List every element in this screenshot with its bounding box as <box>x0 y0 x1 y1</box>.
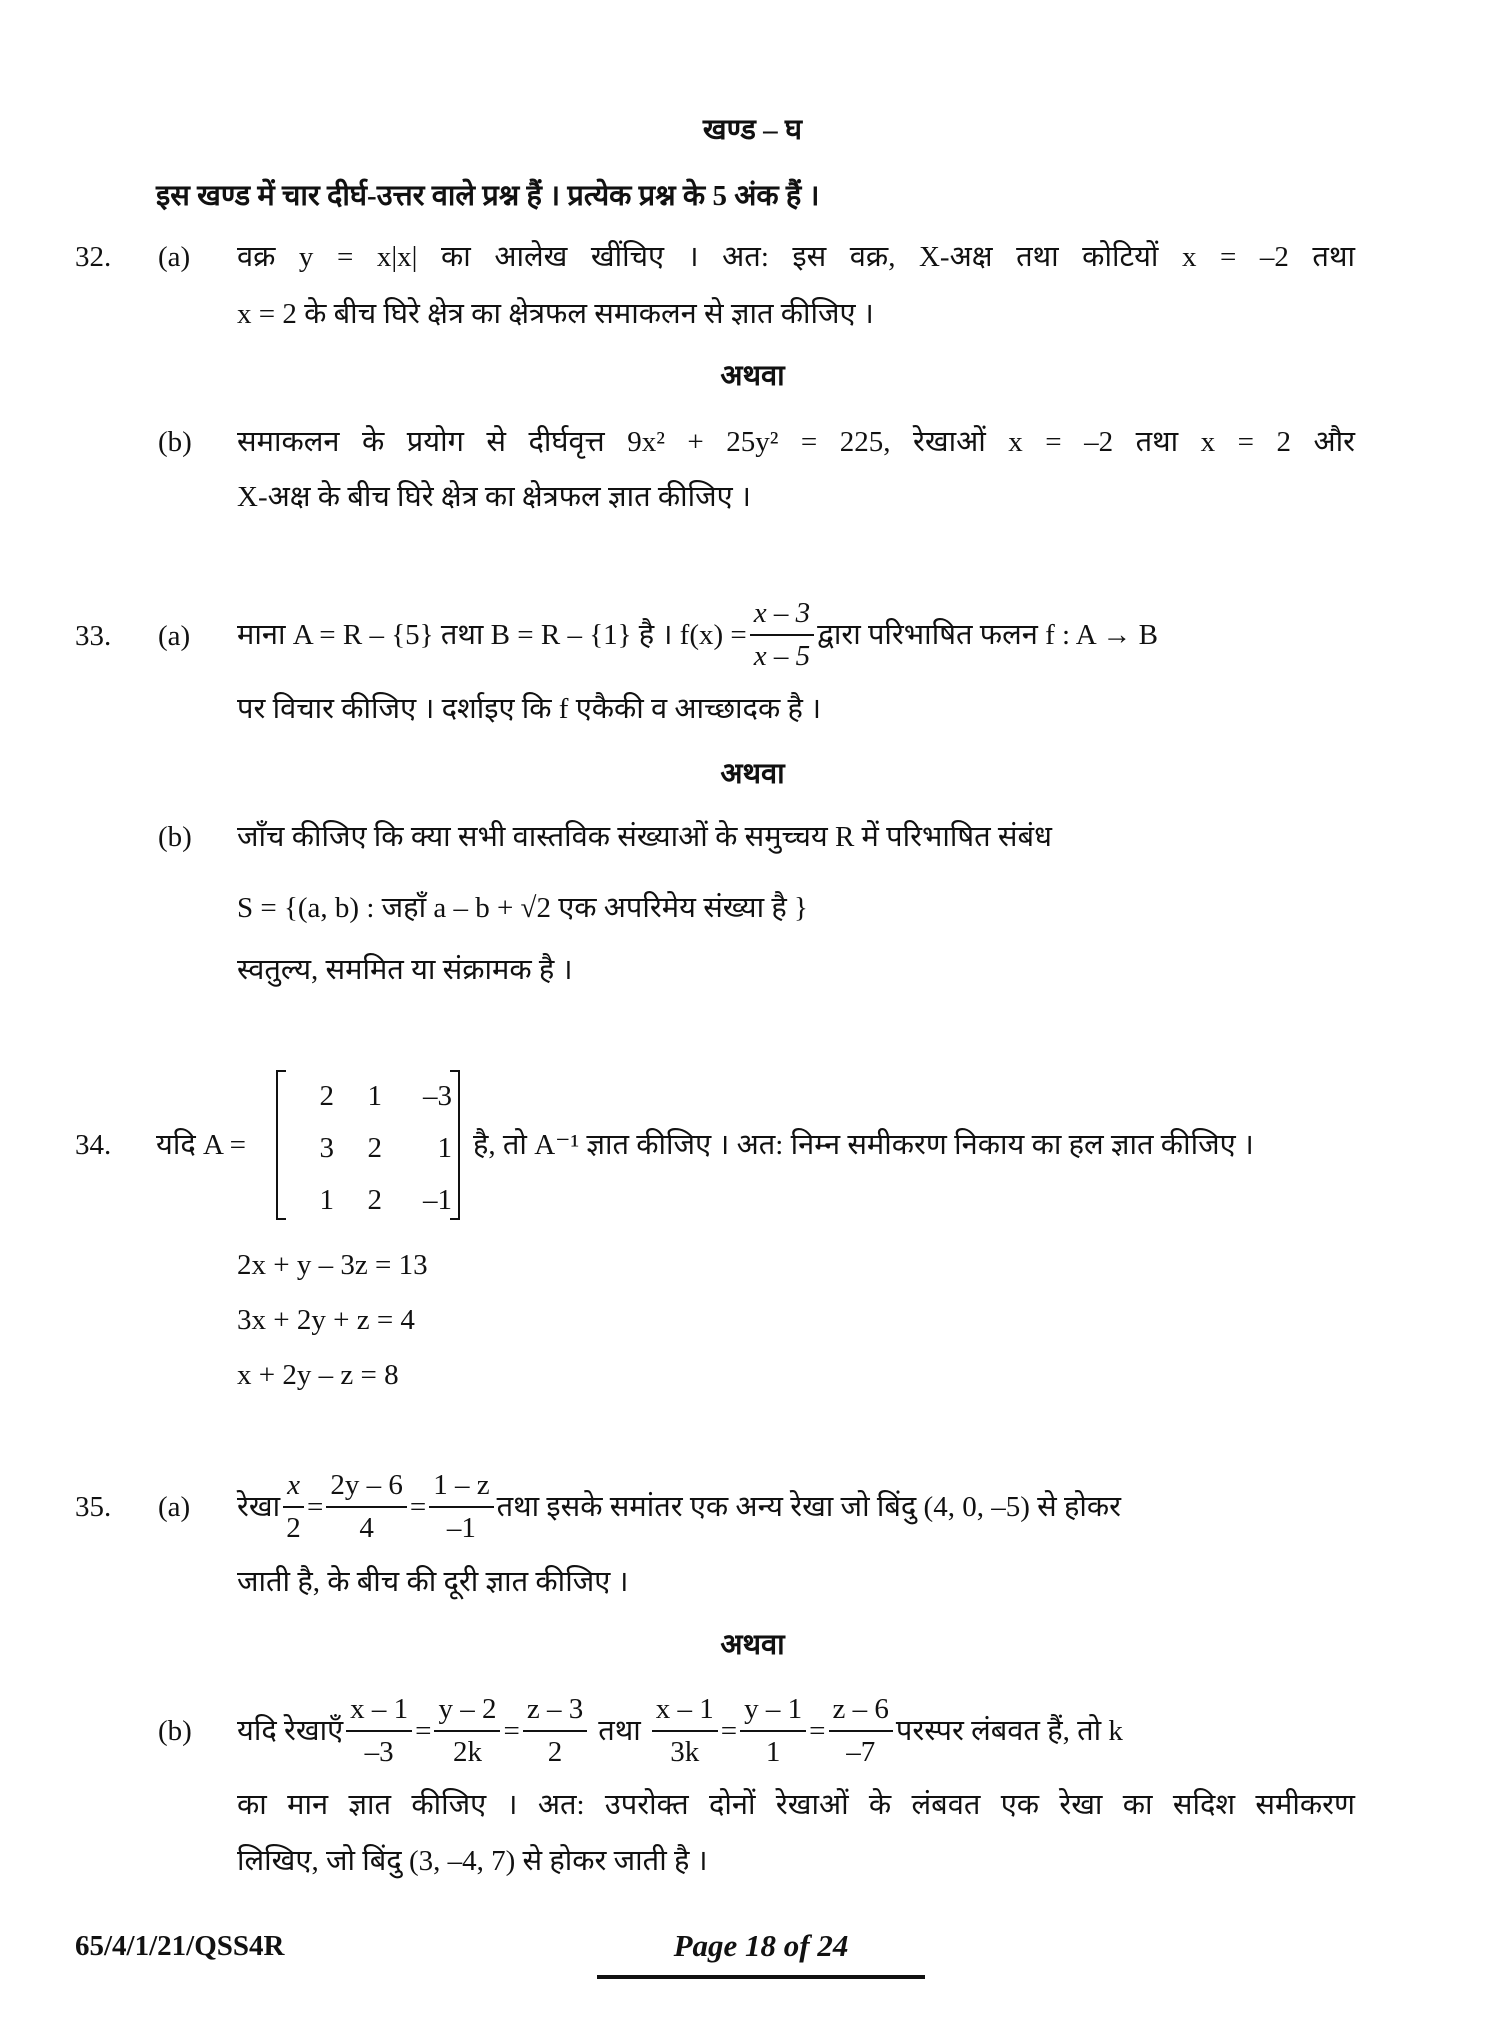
fraction <box>429 1471 493 1543</box>
q33-b-label: (b) <box>158 821 192 853</box>
fraction-denominator: –3 <box>364 1736 394 1768</box>
q33-fraction <box>750 599 814 671</box>
q34-equation: 3x + 2y + z = 4 <box>237 1304 415 1336</box>
q35-b-label: (b) <box>158 1715 192 1747</box>
fraction-denominator: –7 <box>846 1736 876 1768</box>
page-number: Page 18 of 24 <box>673 1928 849 1963</box>
q32-b-line1: समाकलन के प्रयोग से दीर्घवृत्त 9x² + 25y² = 225, रेखाओं x = –2 तथा x = 2 और <box>237 426 1355 458</box>
q35-a-line2: जाती है, के बीच की दूरी ज्ञात कीजिए । <box>237 1566 629 1598</box>
matrix-cell: 2 <box>319 1080 334 1112</box>
matrix-cell: 3 <box>319 1132 334 1164</box>
section-title: खण्ड – घ <box>702 114 803 146</box>
q34-pre: यदि A = <box>156 1129 246 1161</box>
fraction <box>283 1471 304 1543</box>
q35-b-pre: यदि रेखाएँ <box>237 1714 344 1747</box>
q33-a-pre: माना A = R – {5} तथा B = R – {1} है । f(x) = <box>237 618 747 651</box>
or-label: अथवा <box>720 360 785 392</box>
q33-b-line1: जाँच कीजिए कि क्या सभी वास्तविक संख्याओं के समुच्चय R में परिभाषित संबंध <box>237 821 1052 853</box>
matrix-cell: 2 <box>367 1132 382 1164</box>
q35-a-post: तथा इसके समांतर एक अन्य रेखा जो बिंदु (4, 0, –5) से होकर <box>496 1490 1122 1523</box>
fraction-numerator: 2y – 6 <box>326 1471 407 1508</box>
fraction-denominator: 2 <box>286 1512 301 1544</box>
q33-number: 33. <box>75 620 112 652</box>
fraction-numerator: z – 6 <box>829 1695 893 1732</box>
matrix-cell: –3 <box>423 1080 452 1112</box>
fraction <box>652 1695 718 1767</box>
q32-b-label: (b) <box>158 426 192 458</box>
fraction <box>829 1695 893 1767</box>
or-label: अथवा <box>720 758 785 790</box>
fraction-numerator: z – 3 <box>523 1695 587 1732</box>
matrix-cell: 1 <box>367 1080 382 1112</box>
matrix-cell: 2 <box>367 1184 382 1216</box>
matrix-a <box>276 1070 460 1220</box>
fraction <box>434 1695 500 1767</box>
fraction-numerator: x – 3 <box>750 599 814 636</box>
q33-b-line3: स्वतुल्य, सममित या संक्रामक है । <box>237 954 573 986</box>
page-number-underline <box>597 1975 925 1979</box>
fraction-denominator: 1 <box>765 1736 781 1768</box>
q33-a-label: (a) <box>158 620 191 652</box>
or-label: अथवा <box>720 1629 785 1661</box>
q35-b-line1: यदि रेखाएँ $\frac{x - 1}{-3}$ = $\frac{y - 2}{2k}$ = $\frac{z - 3}{2}$ तथा $\frac{x - 1}{3k}$ = $\frac{y - 1}{1}$ = $\frac{z - 6}{-7}$ परस्पर लंबवत हैं, तो k <box>237 1693 1123 1768</box>
fraction-numerator: x <box>283 1471 304 1508</box>
q35-b-line3: लिखिए, जो बिंदु (3, –4, 7) से होकर जाती है । <box>237 1845 708 1877</box>
q34-equation: x + 2y – z = 8 <box>237 1359 399 1391</box>
paper-code: 65/4/1/21/QSS4R <box>75 1930 285 1962</box>
q35-number: 35. <box>75 1491 112 1523</box>
q33-a-line2: पर विचार कीजिए । दर्शाइए कि f एकैकी व आच्छादक है । <box>237 693 822 725</box>
q33-a-post: द्वारा परिभाषित फलन f : A → B <box>817 618 1158 651</box>
fraction-numerator: x – 1 <box>346 1695 412 1732</box>
q35-b-mid: तथा <box>598 1714 641 1747</box>
fraction <box>523 1695 587 1767</box>
q35-a-line1: रेखा $\frac{x}{2}$ = $\frac{2y - 6}{4}$ = $\frac{1 - z}{-1}$ तथा इसके समांतर एक अन्य रेखा जो बिंदु (4, 0, –5) से होकर <box>237 1469 1122 1544</box>
fraction-denominator: 2 <box>547 1736 563 1768</box>
q32-a-label: (a) <box>158 241 191 273</box>
matrix-cell: 1 <box>437 1132 452 1164</box>
q32-b-line2: X-अक्ष के बीच घिरे क्षेत्र का क्षेत्रफल ज्ञात कीजिए । <box>237 481 751 513</box>
q35-a-label: (a) <box>158 1491 191 1523</box>
fraction-numerator: y – 1 <box>740 1695 806 1732</box>
fraction <box>326 1471 407 1543</box>
matrix-cell: 1 <box>319 1184 334 1216</box>
q34-equation: 2x + y – 3z = 13 <box>237 1249 428 1281</box>
matrix-cell: –1 <box>423 1184 452 1216</box>
q32-number: 32. <box>75 241 112 273</box>
q33-a-line1 <box>237 590 1158 680</box>
q35-b-line2: का मान ज्ञात कीजिए । अत: उपरोक्त दोनों रेखाओं के लंबवत एक रेखा का सदिश समीकरण <box>237 1789 1355 1821</box>
fraction-denominator: –1 <box>446 1512 476 1544</box>
fraction-denominator: 2k <box>452 1736 482 1768</box>
fraction-numerator: x – 1 <box>652 1695 718 1732</box>
q33-b-line2: S = {(a, b) : जहाँ a – b + √2 एक अपरिमेय संख्या है } <box>237 892 808 924</box>
fraction-denominator: x – 5 <box>753 640 811 672</box>
q34-post: है, तो A⁻¹ ज्ञात कीजिए । अत: निम्न समीकरण निकाय का हल ज्ञात कीजिए । <box>473 1129 1254 1161</box>
fraction <box>346 1695 412 1767</box>
q35-b-post: परस्पर लंबवत हैं, तो k <box>895 1714 1123 1747</box>
q32-a-line1: वक्र y = x|x| का आलेख खींचिए । अत: इस वक्र, X-अक्ष तथा कोटियों x = –2 तथा <box>237 241 1355 273</box>
q34-number: 34. <box>75 1129 112 1161</box>
fraction-denominator: 3k <box>670 1736 700 1768</box>
fraction-denominator: 4 <box>359 1512 374 1544</box>
section-intro: इस खण्ड में चार दीर्घ-उत्तर वाले प्रश्न हैं । प्रत्येक प्रश्न के 5 अंक हैं । <box>156 180 820 212</box>
fraction-numerator: y – 2 <box>434 1695 500 1732</box>
fraction <box>740 1695 806 1767</box>
q35-a-pre: रेखा <box>237 1490 281 1523</box>
fraction-numerator: 1 – z <box>429 1471 493 1508</box>
q32-a-line2: x = 2 के बीच घिरे क्षेत्र का क्षेत्रफल समाकलन से ज्ञात कीजिए । <box>237 298 874 330</box>
